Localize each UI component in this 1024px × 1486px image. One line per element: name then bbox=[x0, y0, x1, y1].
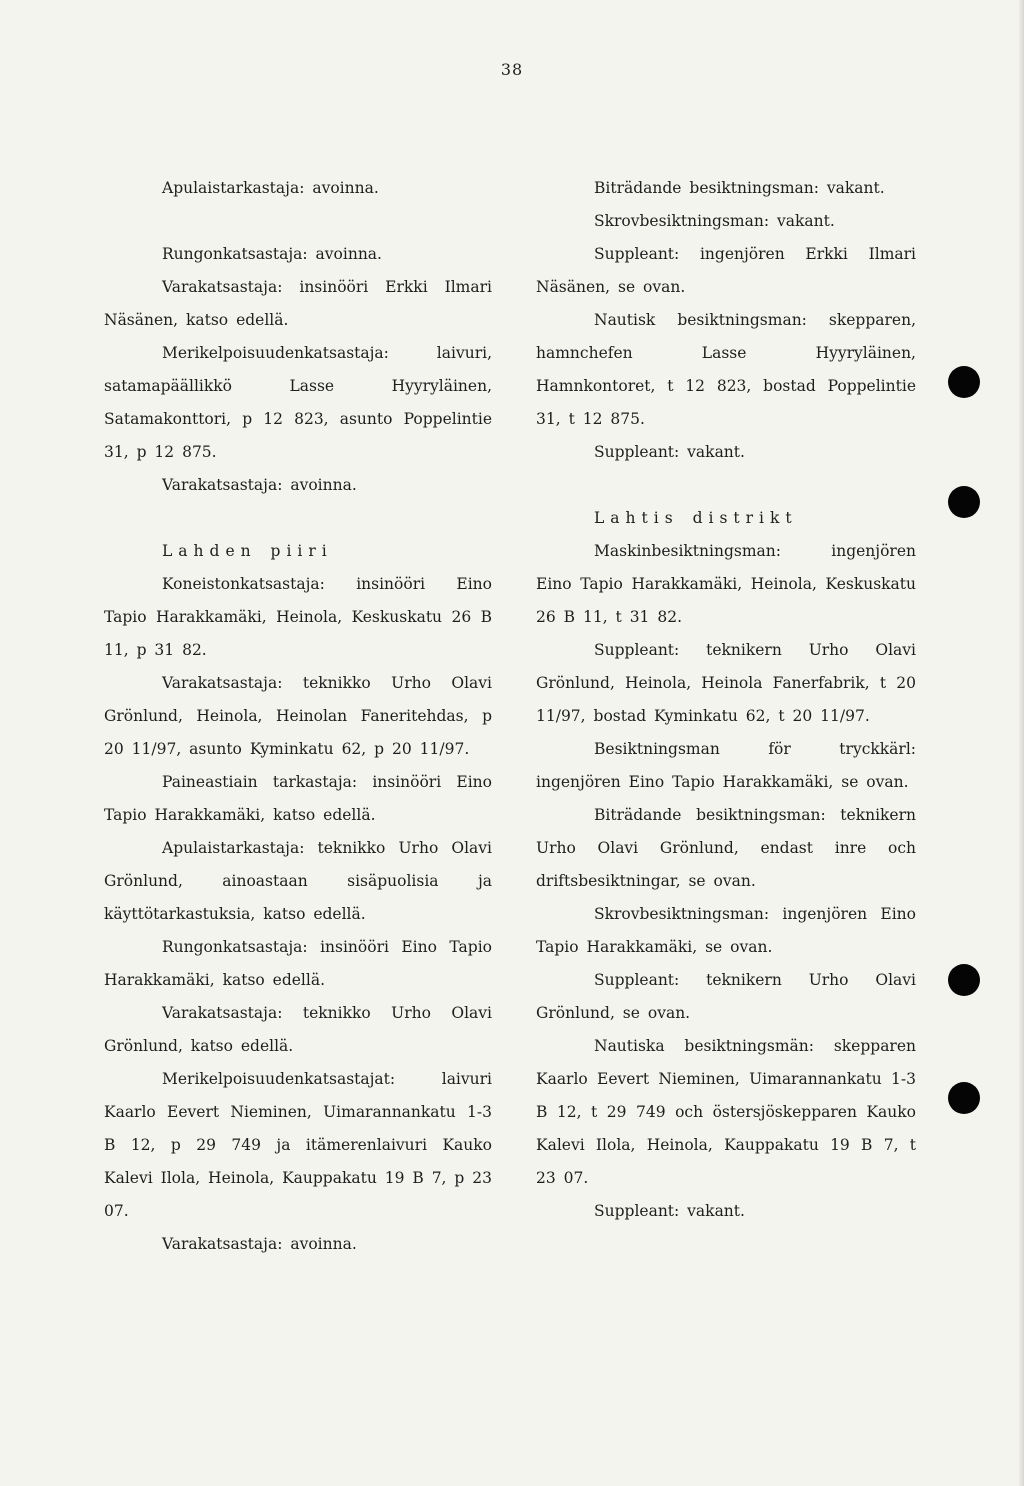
left-paragraph-12: Merikelpoisuudenkatsastajat: laivuri Kaarlo Eevert Nieminen, Uimarannankatu 1-3 B 12, p 29 749 ja itämerenlaivuri Kauko Kalevi Ilola, Heinola, Kauppakatu 19 B 7, p 23 07. bbox=[104, 1070, 492, 1220]
left-paragraph-1: Apulaistarkastaja: avoinna. bbox=[162, 179, 379, 197]
left-paragraph-9: Apulaistarkastaja: teknikko Urho Olavi Grönlund, ainoastaan sisäpuolisia ja käyttötarkastuksia, katso edellä. bbox=[104, 839, 492, 923]
right-paragraph-5: Suppleant: vakant. bbox=[594, 443, 745, 461]
right-paragraph-12: Nautiska besiktningsmän: skepparen Kaarlo Eevert Nieminen, Uimarannankatu 1-3 B 12, t 29 749 och östersjöskepparen Kauko Kalevi Ilola, Heinola, Kauppakatu 19 B 7, t 23 07. bbox=[536, 1037, 916, 1187]
right-paragraph-6: Maskinbesiktningsman: ingenjören Eino Tapio Harakkamäki, Heinola, Keskuskatu 26 B 11, t 31 82. bbox=[536, 542, 916, 626]
left-paragraph-11: Varakatsastaja: teknikko Urho Olavi Grönlund, katso edellä. bbox=[104, 1004, 492, 1055]
right-paragraph-13: Suppleant: vakant. bbox=[594, 1202, 745, 1220]
punch-hole-icon bbox=[948, 486, 980, 518]
right-paragraph-9: Biträdande besiktningsman: teknikern Urho Olavi Grönlund, endast inre och driftsbesiktningar, se ovan. bbox=[536, 806, 916, 890]
left-paragraph-10: Rungonkatsastaja: insinööri Eino Tapio Harakkamäki, katso edellä. bbox=[104, 938, 492, 989]
finnish-column bbox=[104, 172, 492, 1261]
punch-hole-icon bbox=[948, 964, 980, 996]
left-section-heading: Lahden piiri bbox=[162, 542, 333, 560]
page-edge bbox=[1018, 0, 1024, 1486]
right-section-heading: Lahtis distrikt bbox=[594, 509, 798, 527]
left-paragraph-3: Varakatsastaja: insinööri Erkki Ilmari Näsänen, katso edellä. bbox=[104, 278, 492, 329]
left-paragraph-8: Paineastiain tarkastaja: insinööri Eino Tapio Harakkamäki, katso edellä. bbox=[104, 773, 492, 824]
right-paragraph-1: Biträdande besiktningsman: vakant. bbox=[594, 179, 885, 197]
right-paragraph-4: Nautisk besiktningsman: skepparen, hamnchefen Lasse Hyyryläinen, Hamnkontoret, t 12 823, bostad Poppelintie 31, t 12 875. bbox=[536, 311, 916, 428]
left-paragraph-7: Varakatsastaja: teknikko Urho Olavi Grönlund, Heinola, Heinolan Faneritehdas, p 20 11/97, asunto Kyminkatu 62, p 20 11/97. bbox=[104, 674, 492, 758]
left-paragraph-5: Varakatsastaja: avoinna. bbox=[162, 476, 357, 494]
punch-hole-icon bbox=[948, 1082, 980, 1114]
right-paragraph-11: Suppleant: teknikern Urho Olavi Grönlund, se ovan. bbox=[536, 971, 916, 1022]
right-paragraph-3: Suppleant: ingenjören Erkki Ilmari Näsänen, se ovan. bbox=[536, 245, 916, 296]
left-paragraph-6: Koneistonkatsastaja: insinööri Eino Tapio Harakkamäki, Heinola, Keskuskatu 26 B 11, p 31 82. bbox=[104, 575, 492, 659]
page-number: 38 bbox=[500, 60, 524, 79]
punch-hole-icon bbox=[948, 366, 980, 398]
left-paragraph-13: Varakatsastaja: avoinna. bbox=[162, 1235, 357, 1253]
left-spacer bbox=[104, 502, 492, 535]
left-spacer bbox=[104, 205, 492, 238]
right-spacer bbox=[536, 469, 916, 502]
right-paragraph-7: Suppleant: teknikern Urho Olavi Grönlund, Heinola, Heinola Fanerfabrik, t 20 11/97, bostad Kyminkatu 62, t 20 11/97. bbox=[536, 641, 916, 725]
left-paragraph-4: Merikelpoisuudenkatsastaja: laivuri, satamapäällikkö Lasse Hyyryläinen, Satamakonttori, p 12 823, asunto Poppelintie 31, p 12 875. bbox=[104, 344, 492, 461]
right-paragraph-10: Skrovbesiktningsman: ingenjören Eino Tapio Harakkamäki, se ovan. bbox=[536, 905, 916, 956]
right-paragraph-2: Skrovbesiktningsman: vakant. bbox=[594, 212, 835, 230]
swedish-column bbox=[536, 172, 916, 1228]
right-paragraph-8: Besiktningsman för tryckkärl: ingenjören Eino Tapio Harakkamäki, se ovan. bbox=[536, 740, 916, 791]
left-paragraph-2: Rungonkatsastaja: avoinna. bbox=[162, 245, 382, 263]
